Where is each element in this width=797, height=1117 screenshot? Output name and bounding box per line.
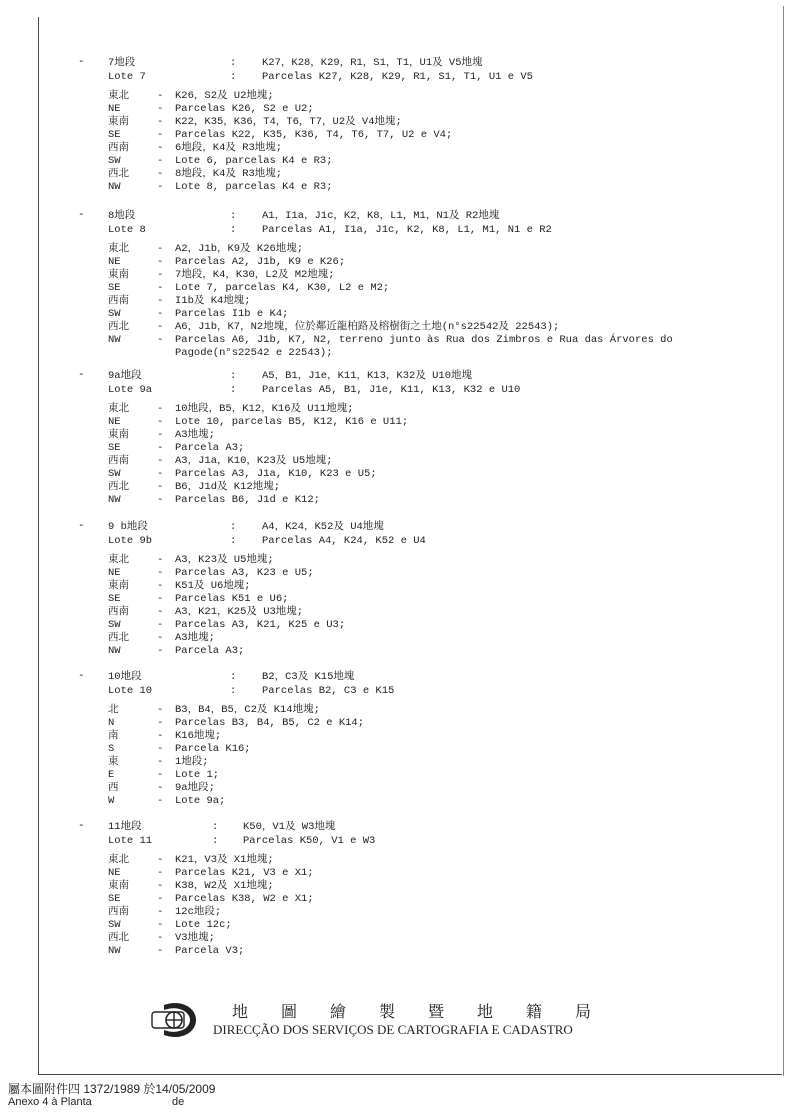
boundary-direction: SE [108, 893, 121, 905]
footer-annex-label: Anexo 4 à Planta [8, 1096, 92, 1108]
boundary-direction: 東北 [108, 854, 129, 866]
boundary-text: 8地段，K4及 R3地塊; [175, 168, 283, 180]
boundary-direction: SE [108, 282, 121, 294]
boundary-dash: - [157, 129, 164, 141]
lot-parcels: B2，C3及 K15地塊 [262, 671, 355, 683]
lot-parcels: A4，K24，K52及 U4地塊 [262, 521, 384, 533]
boundary-dash: - [157, 554, 164, 566]
boundary-text: 6地段，K4及 R3地塊; [175, 142, 283, 154]
boundary-direction: SW [108, 468, 121, 480]
boundary-row [0, 945, 797, 958]
lot-header-zh [0, 670, 797, 684]
lot-title: 11地段 [108, 821, 142, 833]
list-bullet: - [78, 56, 85, 68]
boundary-dash: - [157, 468, 164, 480]
boundary-dash: - [157, 769, 164, 781]
boundary-direction: 西南 [108, 455, 129, 467]
lot-title: Lote 10 [108, 685, 153, 697]
boundary-row [0, 932, 797, 945]
boundary-row [0, 554, 797, 567]
boundary-dash: - [157, 243, 164, 255]
lot-header-pt [0, 834, 797, 848]
lot-parcels: Parcelas A1, I1a, J1c, K2, K8, L1, M1, N1 e R2 [262, 224, 552, 236]
boundary-row [0, 906, 797, 919]
boundary-direction: E [108, 769, 115, 781]
boundary-row [0, 321, 797, 334]
lot-parcels: Parcelas B2, C3 e K15 [262, 685, 395, 697]
boundary-text: 1地段; [175, 756, 209, 768]
boundary-direction: 東南 [108, 269, 129, 281]
boundary-dash: - [157, 619, 164, 631]
boundary-text: K26，S2及 U2地塊; [175, 90, 274, 102]
boundary-dash: - [157, 90, 164, 102]
boundary-direction: SW [108, 919, 121, 931]
boundary-row [0, 129, 797, 142]
boundary-row [0, 580, 797, 593]
separator: : [230, 384, 237, 396]
separator: : [230, 535, 237, 547]
boundary-dash: - [157, 494, 164, 506]
boundary-text: K22，K35，K36，T4，T6，T7，U2及 V4地塊; [175, 116, 402, 128]
lot-parcels: Parcelas A4, K24, K52 e U4 [262, 535, 426, 547]
list-bullet: - [78, 369, 85, 381]
boundary-text: Parcelas A3, K23 e U5; [175, 567, 314, 579]
boundary-row [0, 893, 797, 906]
lot-title: 9 b地段 [108, 521, 148, 533]
boundary-dash: - [157, 334, 164, 346]
boundary-dash: - [157, 932, 164, 944]
boundary-row [0, 494, 797, 507]
cartography-logo-icon [150, 997, 198, 1043]
office-name-pt: DIRECÇÃO DOS SERVIÇOS DE CARTOGRAFIA E CADASTRO [213, 1022, 573, 1037]
lot-section [0, 520, 797, 658]
boundary-dash: - [157, 455, 164, 467]
lot-header-zh [0, 56, 797, 70]
separator: : [212, 835, 219, 847]
boundary-row [0, 606, 797, 619]
boundary-text: A3，J1a，K10，K23及 U5地塊; [175, 455, 333, 467]
boundary-row [0, 769, 797, 782]
boundary-dash: - [157, 269, 164, 281]
boundary-text: A3地塊; [175, 632, 215, 644]
boundary-dash: - [157, 704, 164, 716]
boundary-dash: - [157, 730, 164, 742]
boundary-text: Parcelas K22, K35, K36, T4, T6, T7, U2 e V4; [175, 129, 453, 141]
lot-section [0, 56, 797, 194]
lot-title: Lote 11 [108, 835, 153, 847]
boundary-direction: SE [108, 129, 121, 141]
boundary-text: Lote 8, parcelas K4 e R3; [175, 181, 333, 193]
boundary-direction: SW [108, 308, 121, 320]
boundary-text: Parcelas K51 e U6; [175, 593, 289, 605]
boundary-direction: 東南 [108, 880, 129, 892]
boundary-text: K21，V3及 X1地塊; [175, 854, 274, 866]
boundary-dash: - [157, 854, 164, 866]
boundary-text: Parcelas A6, J1b, K7, N2, terreno junto às Rua dos Zimbros e Rua das Árvores do [175, 334, 673, 346]
boundary-direction: NW [108, 494, 121, 506]
boundary-direction: 西北 [108, 932, 129, 944]
boundary-direction: NW [108, 945, 121, 957]
boundary-direction: NE [108, 416, 121, 428]
footer-annex-de: de [172, 1096, 185, 1108]
boundary-direction: 西南 [108, 142, 129, 154]
boundary-direction: 西北 [108, 168, 129, 180]
lot-header-zh [0, 369, 797, 383]
boundary-row [0, 632, 797, 645]
boundary-text: 9a地段; [175, 782, 215, 794]
boundary-list [0, 704, 797, 808]
boundary-row [0, 295, 797, 308]
lot-title: 7地段 [108, 57, 136, 69]
boundary-dash: - [157, 645, 164, 657]
boundary-row [0, 782, 797, 795]
boundary-direction: 南 [108, 730, 119, 742]
boundary-list [0, 403, 797, 507]
boundary-direction: W [108, 795, 115, 807]
boundary-text: Lote 1; [175, 769, 220, 781]
boundary-text: 7地段，K4，K30，L2及 M2地塊; [175, 269, 335, 281]
boundary-direction: SE [108, 593, 121, 605]
boundary-row [0, 795, 797, 808]
boundary-row [0, 756, 797, 769]
boundary-row [0, 256, 797, 269]
lot-section [0, 369, 797, 507]
boundary-dash: - [157, 142, 164, 154]
boundary-dash: - [157, 567, 164, 579]
boundary-text: Lote 6, parcelas K4 e R3; [175, 155, 333, 167]
boundary-row [0, 282, 797, 295]
boundary-direction: NW [108, 645, 121, 657]
lot-header-pt [0, 534, 797, 548]
lot-title: Lote 7 [108, 71, 146, 83]
boundary-text: Lote 10, parcelas B5, K12, K16 e U11; [175, 416, 409, 428]
boundary-text: Parcelas B6, J1d e K12; [175, 494, 320, 506]
boundary-text: Parcelas K21, V3 e X1; [175, 867, 314, 879]
boundary-text: 12c地段; [175, 906, 222, 918]
boundary-row [0, 880, 797, 893]
boundary-row [0, 704, 797, 717]
boundary-direction: NE [108, 567, 121, 579]
boundary-row [0, 717, 797, 730]
boundary-row [0, 403, 797, 416]
boundary-direction: 東北 [108, 90, 129, 102]
boundary-row [0, 103, 797, 116]
boundary-row [0, 142, 797, 155]
lot-parcels: Parcelas K50, V1 e W3 [243, 835, 376, 847]
boundary-list [0, 90, 797, 194]
boundary-row [0, 468, 797, 481]
lot-parcels: A1，I1a，J1c，K2，K8，L1，M1，N1及 R2地塊 [262, 210, 500, 222]
lot-header-pt [0, 223, 797, 237]
boundary-text: A2，J1b，K9及 K26地塊; [175, 243, 304, 255]
lot-title: Lote 9b [108, 535, 153, 547]
boundary-text: V3地塊; [175, 932, 215, 944]
boundary-dash: - [157, 893, 164, 905]
boundary-text: Parcelas I1b e K4; [175, 308, 289, 320]
lot-header-pt [0, 70, 797, 84]
boundary-dash: - [157, 429, 164, 441]
boundary-text: Lote 12c; [175, 919, 232, 931]
list-bullet: - [78, 670, 85, 682]
boundary-list [0, 554, 797, 658]
footer-annex-zh: 屬本圖附件四 1372/1989 於14/05/2009 [8, 1082, 216, 1096]
boundary-dash: - [157, 256, 164, 268]
boundary-text: Parcelas K38, W2 e X1; [175, 893, 314, 905]
separator: : [230, 224, 237, 236]
boundary-row [0, 567, 797, 580]
boundary-list [0, 243, 797, 360]
boundary-row [0, 168, 797, 181]
boundary-direction: 西南 [108, 606, 129, 618]
boundary-dash: - [157, 743, 164, 755]
boundary-text: B3，B4，B5，C2及 K14地塊; [175, 704, 320, 716]
boundary-direction: S [108, 743, 115, 755]
boundary-text: Lote 7, parcelas K4, K30, L2 e M2; [175, 282, 390, 294]
boundary-text: K51及 U6地塊; [175, 580, 251, 592]
boundary-text: Lote 9a; [175, 795, 226, 807]
boundary-row [0, 308, 797, 321]
boundary-dash: - [157, 481, 164, 493]
boundary-text: K38，W2及 X1地塊; [175, 880, 274, 892]
boundary-row [0, 90, 797, 103]
boundary-dash: - [157, 867, 164, 879]
boundary-text: A6，J1b，K7，N2地塊，位於鄰近龍柏路及榕樹街之土地(n°s22542及 22543); [175, 321, 560, 333]
lot-title: 10地段 [108, 671, 142, 683]
boundary-text: Parcelas A2, J1b, K9 e K26; [175, 256, 346, 268]
list-bullet: - [78, 209, 85, 221]
boundary-direction: 東南 [108, 580, 129, 592]
boundary-text: Parcela A3; [175, 645, 245, 657]
boundary-direction: 西北 [108, 481, 129, 493]
boundary-direction: NE [108, 103, 121, 115]
boundary-row [0, 854, 797, 867]
boundary-row [0, 334, 797, 347]
boundary-direction: NE [108, 256, 121, 268]
footer-annex-pt [8, 1096, 185, 1108]
boundary-row [0, 429, 797, 442]
boundary-direction: 東北 [108, 403, 129, 415]
boundary-text: Parcelas A3, J1a, K10, K23 e U5; [175, 468, 377, 480]
list-bullet: - [78, 520, 85, 532]
lot-parcels: K50，V1及 W3地塊 [243, 821, 336, 833]
boundary-dash: - [157, 717, 164, 729]
boundary-dash: - [157, 756, 164, 768]
boundary-row [0, 619, 797, 632]
separator: : [230, 57, 237, 69]
boundary-direction: 西北 [108, 321, 129, 333]
lot-header-pt [0, 684, 797, 698]
boundary-text: 10地段，B5，K12，K16及 U11地塊; [175, 403, 354, 415]
boundary-row [0, 347, 797, 360]
boundary-direction: 東 [108, 756, 119, 768]
boundary-text: Pagode(n°s22542 e 22543); [175, 347, 333, 359]
boundary-row [0, 416, 797, 429]
boundary-text: Parcela A3; [175, 442, 245, 454]
boundary-dash: - [157, 181, 164, 193]
boundary-text: A3，K23及 U5地塊; [175, 554, 274, 566]
lot-header-zh [0, 820, 797, 834]
lot-section [0, 820, 797, 958]
boundary-row [0, 743, 797, 756]
lot-header-zh [0, 520, 797, 534]
boundary-row [0, 269, 797, 282]
lot-title: Lote 8 [108, 224, 146, 236]
boundary-row [0, 867, 797, 880]
lot-parcels: Parcelas K27, K28, K29, R1, S1, T1, U1 e V5 [262, 71, 533, 83]
separator: : [230, 210, 237, 222]
boundary-dash: - [157, 606, 164, 618]
boundary-text: A3地塊; [175, 429, 215, 441]
boundary-direction: 西北 [108, 632, 129, 644]
separator: : [230, 370, 237, 382]
boundary-direction: SW [108, 619, 121, 631]
boundary-direction: NW [108, 181, 121, 193]
boundary-dash: - [157, 416, 164, 428]
boundary-dash: - [157, 945, 164, 957]
boundary-dash: - [157, 580, 164, 592]
boundary-row [0, 243, 797, 256]
separator: : [212, 821, 219, 833]
boundary-direction: 東北 [108, 243, 129, 255]
boundary-dash: - [157, 168, 164, 180]
lot-header-pt [0, 383, 797, 397]
boundary-direction: N [108, 717, 115, 729]
boundary-dash: - [157, 403, 164, 415]
separator: : [230, 685, 237, 697]
boundary-dash: - [157, 282, 164, 294]
separator: : [230, 521, 237, 533]
boundary-row [0, 155, 797, 168]
lot-section [0, 209, 797, 360]
lot-parcels: A5，B1，J1e，K11，K13，K32及 U10地塊 [262, 370, 473, 382]
boundary-direction: SW [108, 155, 121, 167]
boundary-dash: - [157, 880, 164, 892]
boundary-direction: 東北 [108, 554, 129, 566]
boundary-row [0, 919, 797, 932]
boundary-dash: - [157, 155, 164, 167]
boundary-direction: SE [108, 442, 121, 454]
boundary-text: B6，J1d及 K12地塊; [175, 481, 281, 493]
boundary-text: I1b及 K4地塊; [175, 295, 251, 307]
boundary-row [0, 481, 797, 494]
boundary-text: Parcela V3; [175, 945, 245, 957]
boundary-row [0, 442, 797, 455]
boundary-text: Parcelas A3, K21, K25 e U3; [175, 619, 346, 631]
boundary-direction: 東南 [108, 116, 129, 128]
boundary-row [0, 455, 797, 468]
boundary-direction: 東南 [108, 429, 129, 441]
boundary-direction: 西 [108, 782, 119, 794]
list-bullet: - [78, 820, 85, 832]
lot-parcels: Parcelas A5, B1, J1e, K11, K13, K32 e U10 [262, 384, 521, 396]
boundary-dash: - [157, 116, 164, 128]
lot-section [0, 670, 797, 808]
separator: : [230, 71, 237, 83]
boundary-dash: - [157, 442, 164, 454]
boundary-dash: - [157, 103, 164, 115]
boundary-row [0, 116, 797, 129]
boundary-row [0, 181, 797, 194]
boundary-dash: - [157, 632, 164, 644]
lot-title: 8地段 [108, 210, 136, 222]
lot-title: Lote 9a [108, 384, 153, 396]
boundary-text: K16地塊; [175, 730, 222, 742]
boundary-dash: - [157, 919, 164, 931]
boundary-list [0, 854, 797, 958]
boundary-dash: - [157, 795, 164, 807]
boundary-dash: - [157, 593, 164, 605]
boundary-dash: - [157, 782, 164, 794]
office-name-zh: 地圖繪製暨地籍局 [232, 1002, 625, 1021]
boundary-direction: 北 [108, 704, 119, 716]
boundary-direction: NE [108, 867, 121, 879]
boundary-dash: - [157, 295, 164, 307]
boundary-row [0, 730, 797, 743]
boundary-dash: - [157, 906, 164, 918]
boundary-row [0, 645, 797, 658]
boundary-direction: 西南 [108, 295, 129, 307]
boundary-text: Parcela K16; [175, 743, 251, 755]
lot-title: 9a地段 [108, 370, 142, 382]
lot-header-zh [0, 209, 797, 223]
boundary-dash: - [157, 321, 164, 333]
boundary-direction: NW [108, 334, 121, 346]
boundary-text: Parcelas K26, S2 e U2; [175, 103, 314, 115]
lot-parcels: K27，K28，K29，R1，S1，T1，U1及 V5地塊 [262, 57, 483, 69]
boundary-text: A3，K21，K25及 U3地塊; [175, 606, 304, 618]
boundary-dash: - [157, 308, 164, 320]
separator: : [230, 671, 237, 683]
boundary-text: Parcelas B3, B4, B5, C2 e K14; [175, 717, 365, 729]
boundary-direction: 西南 [108, 906, 129, 918]
boundary-row [0, 593, 797, 606]
